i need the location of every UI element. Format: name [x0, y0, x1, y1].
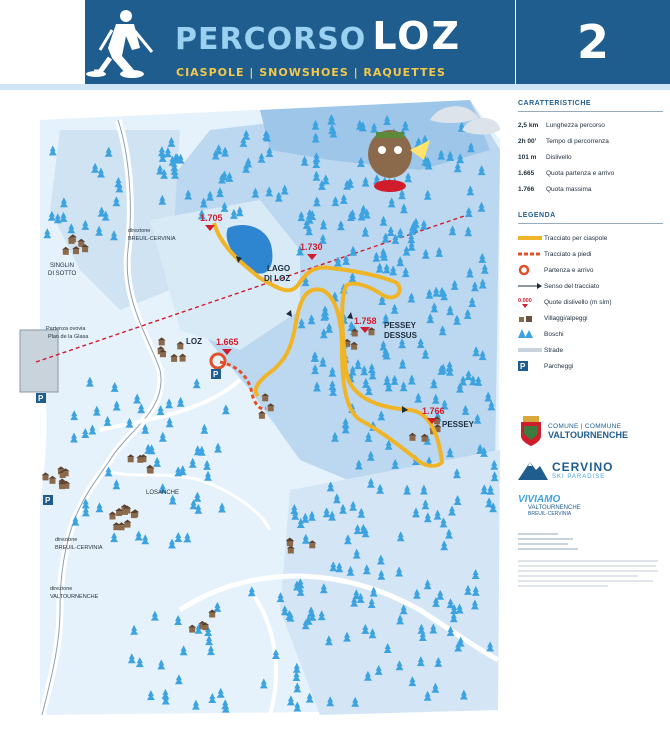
stat-row	[518, 166, 663, 182]
svg-text:1.766: 1.766	[422, 406, 445, 416]
stat-value: 2h 00'	[518, 138, 537, 145]
stats-list	[518, 118, 663, 198]
page-title	[175, 14, 461, 58]
caratteristiche-divider	[518, 111, 663, 112]
stat-label: Quota massima	[546, 186, 592, 193]
parking-icon	[518, 361, 544, 371]
label-pessey-dessus-2: DESSUS	[384, 331, 417, 340]
parking-icon-west	[36, 393, 46, 403]
label-lago: LAGO	[267, 264, 291, 273]
snowshoe-hiker-icon	[0, 0, 160, 84]
legend-item	[518, 230, 663, 246]
legenda-divider	[518, 223, 663, 224]
label-partenza-2: Plan de la Glasa	[48, 334, 89, 340]
svg-text:0.000: 0.000	[518, 298, 532, 304]
stat-value: 101 m	[518, 154, 537, 161]
comune-logo: COMUNE | COMMUNE VALTOURNENCHE	[518, 414, 663, 448]
legend-item	[518, 278, 663, 294]
stat-label: Dislivello	[546, 154, 572, 161]
legend-item	[518, 342, 663, 358]
svg-text:P: P	[520, 362, 526, 371]
legend-label: Boschi	[544, 330, 564, 338]
parking-icon-south	[43, 495, 53, 505]
stat-value: 2,5 km	[518, 122, 539, 129]
legend-label: Tracciato per ciaspole	[544, 234, 608, 242]
legend-label: Quote dislivello (m slm)	[544, 298, 612, 306]
stat-value: 1.665	[518, 170, 535, 177]
stat-label: Lunghezza percorso	[546, 122, 605, 129]
label-dir1-1: direzione	[128, 228, 151, 234]
legend-item	[518, 246, 663, 262]
label-dir3-1: direzione	[50, 586, 73, 592]
title-percorso: PERCORSO	[175, 22, 367, 57]
svg-text:P: P	[45, 496, 51, 505]
legend-item	[518, 326, 663, 342]
stat-row	[518, 182, 663, 198]
svg-text:1.730: 1.730	[300, 242, 323, 252]
label-singlin-2: DI SOTTO	[48, 271, 77, 277]
legenda-title: LEGENDA	[518, 212, 556, 219]
viviamo-logo: VIVIAMO VALTOURNENCHE BREUIL-CERVINIA	[518, 494, 581, 517]
legend-item	[518, 310, 663, 326]
houses-icon	[518, 313, 544, 323]
legend-list	[518, 230, 663, 374]
caratteristiche-title: CARATTERISTICHE	[518, 100, 592, 107]
stat-row	[518, 150, 663, 166]
label-pessey: PESSEY	[442, 420, 475, 429]
label-dir3-2: VALTOURNENCHE	[50, 594, 99, 600]
legend-label: Partenza e arrivo	[544, 266, 594, 274]
arrow-icon	[518, 281, 544, 291]
legend-label: Senso del tracciato	[544, 282, 600, 290]
route-number: 2	[516, 0, 670, 84]
road-icon	[518, 345, 544, 355]
header	[0, 0, 670, 84]
label-pessey-dessus-1: PESSEY	[384, 321, 417, 330]
legend-label: Strade	[544, 346, 564, 354]
label-dir2-2: BREUIL-CERVINIA	[55, 545, 103, 551]
lower-forest-area	[280, 450, 500, 715]
red-dashed-line-icon	[518, 249, 544, 259]
label-partenza-1: Partenza ovovia	[46, 326, 86, 332]
stat-label: Tempo di percorrenza	[546, 138, 609, 145]
legend-item	[518, 262, 663, 278]
stat-label: Quota partenza e arrivo	[546, 170, 615, 177]
legend-item	[518, 358, 663, 374]
legend-label: Villaggi/alpeggi	[544, 314, 588, 322]
legend-label: Tracciato a piedi	[544, 250, 592, 258]
label-di-loz: DI LOZ	[264, 274, 291, 283]
svg-text:1.758: 1.758	[354, 316, 377, 326]
page-subtitle: CIASPOLE | SNOWSHOES | RAQUETTES	[176, 66, 446, 79]
legend-item	[518, 294, 663, 310]
elevation-flag-icon	[518, 297, 544, 307]
stat-value: 1.766	[518, 186, 535, 193]
trail-map[interactable]	[0, 90, 505, 729]
svg-text:1.665: 1.665	[216, 337, 239, 347]
trees-icon	[518, 329, 544, 339]
label-singlin-1: SINGLIN	[50, 263, 75, 269]
svg-text:1.705: 1.705	[200, 213, 223, 223]
label-losanche: LOSANCHE	[146, 490, 180, 496]
red-ring-icon	[518, 265, 544, 275]
legend-label: Parcheggi	[544, 362, 574, 370]
label-loz: LOZ	[186, 337, 202, 346]
coat-of-arms-icon	[518, 414, 544, 448]
contact-block	[518, 533, 663, 587]
stat-row	[518, 134, 663, 150]
cervino-logo: CERVINO SKI PARADISE	[518, 460, 663, 480]
stat-row	[518, 118, 663, 134]
mountain-icon	[518, 460, 548, 480]
svg-text:P: P	[213, 370, 219, 379]
parking-icon-loz	[211, 369, 221, 379]
title-loz: LOZ	[372, 14, 462, 58]
label-dir2-1: direzione	[55, 537, 78, 543]
label-dir1-2: BREUIL-CERVINIA	[128, 236, 176, 242]
svg-text:P: P	[38, 394, 44, 403]
sidebar	[518, 100, 663, 725]
yellow-line-icon	[518, 233, 544, 243]
